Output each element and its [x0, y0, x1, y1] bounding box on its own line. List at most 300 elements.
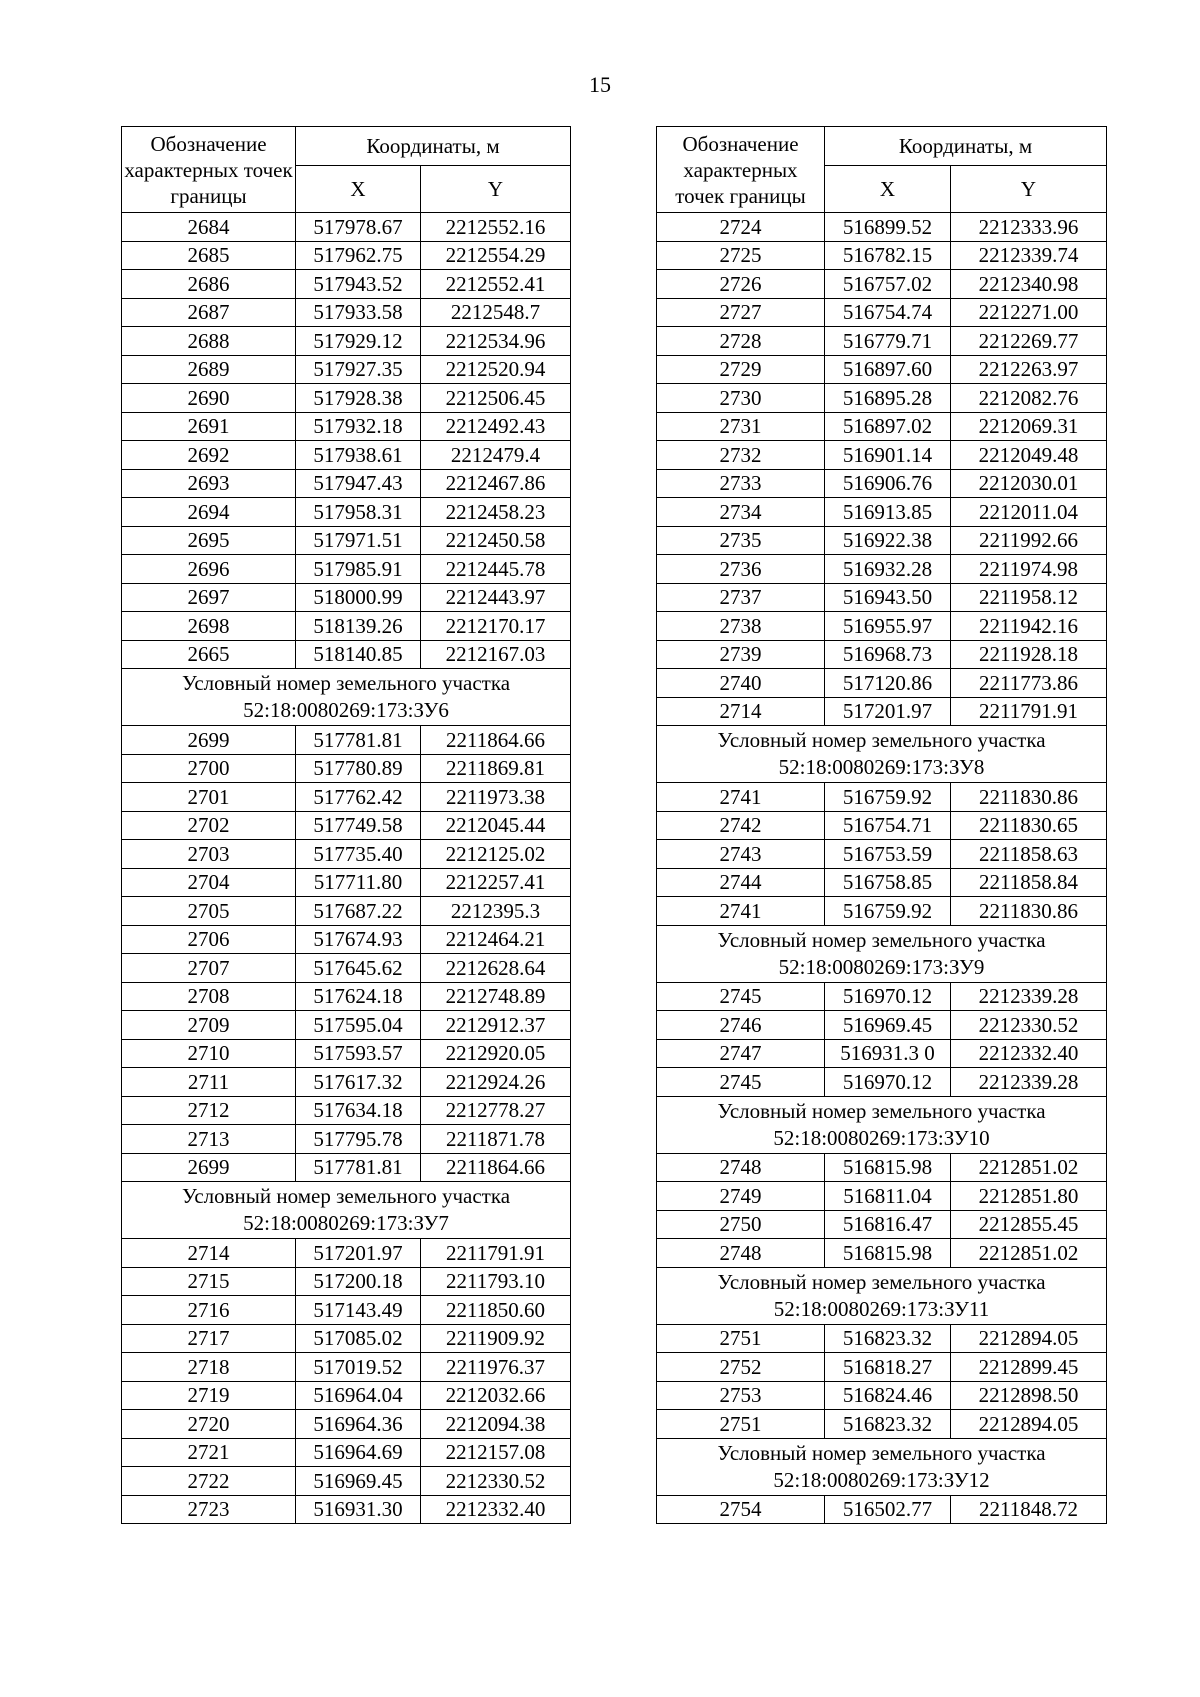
x-coordinate-cell: 517978.67 — [296, 213, 421, 242]
x-coordinate-cell: 517938.61 — [296, 441, 421, 470]
point-id-cell: 2694 — [122, 498, 296, 527]
coordinates-table-left — [121, 126, 571, 1524]
y-coordinate-cell: 2212851.02 — [951, 1239, 1107, 1268]
header-x-label: X — [296, 166, 421, 213]
x-coordinate-cell: 517200.18 — [296, 1267, 421, 1296]
x-coordinate-cell: 516759.92 — [825, 783, 951, 812]
table-row — [657, 783, 1107, 812]
point-id-cell: 2689 — [122, 355, 296, 384]
y-coordinate-cell: 2212520.94 — [421, 355, 571, 384]
table-row — [122, 982, 571, 1011]
table-row — [657, 811, 1107, 840]
parcel-section-cell — [122, 669, 571, 726]
point-id-cell: 2708 — [122, 982, 296, 1011]
y-coordinate-cell: 2212045.44 — [421, 811, 571, 840]
parcel-section-cell — [657, 1438, 1107, 1495]
y-coordinate-cell: 2212011.04 — [951, 498, 1107, 527]
x-coordinate-cell: 516815.98 — [825, 1153, 951, 1182]
parcel-section-header — [122, 669, 571, 726]
y-coordinate-cell: 2212263.97 — [951, 355, 1107, 384]
y-coordinate-cell: 2212464.21 — [421, 925, 571, 954]
x-coordinate-cell: 516754.74 — [825, 298, 951, 327]
table-row — [657, 1353, 1107, 1382]
point-id-cell: 2743 — [657, 840, 825, 869]
table-row — [657, 697, 1107, 726]
table-row — [657, 270, 1107, 299]
point-id-cell: 2751 — [657, 1410, 825, 1439]
y-coordinate-cell: 2212458.23 — [421, 498, 571, 527]
y-coordinate-cell: 2212894.05 — [951, 1324, 1107, 1353]
parcel-cadastral-number: 52:18:0080269:173:ЗУ12 — [773, 1467, 990, 1492]
x-coordinate-cell: 517595.04 — [296, 1011, 421, 1040]
y-coordinate-cell: 2212898.50 — [951, 1381, 1107, 1410]
y-coordinate-cell: 2212339.74 — [951, 241, 1107, 270]
point-id-cell: 2692 — [122, 441, 296, 470]
table-row — [122, 241, 571, 270]
table-row — [122, 1153, 571, 1182]
point-id-cell: 2690 — [122, 384, 296, 413]
point-id-cell: 2710 — [122, 1039, 296, 1068]
y-coordinate-cell: 2212548.7 — [421, 298, 571, 327]
table-row — [122, 1324, 571, 1353]
x-coordinate-cell: 518000.99 — [296, 583, 421, 612]
y-coordinate-cell: 2211976.37 — [421, 1353, 571, 1382]
point-id-cell: 2707 — [122, 954, 296, 983]
y-coordinate-cell: 2212924.26 — [421, 1068, 571, 1097]
table-row — [122, 555, 571, 584]
table-row — [657, 1381, 1107, 1410]
x-coordinate-cell: 518139.26 — [296, 612, 421, 641]
y-coordinate-cell: 2212450.58 — [421, 526, 571, 555]
point-id-cell: 2721 — [122, 1438, 296, 1467]
parcel-cadastral-number: 52:18:0080269:173:ЗУ11 — [773, 1296, 990, 1321]
y-coordinate-cell: 2212851.02 — [951, 1153, 1107, 1182]
table-row — [657, 355, 1107, 384]
x-coordinate-cell: 516969.45 — [296, 1467, 421, 1496]
parcel-cadastral-number: 52:18:0080269:173:ЗУ10 — [773, 1125, 990, 1150]
parcel-section-cell — [657, 726, 1107, 783]
x-coordinate-cell: 517749.58 — [296, 811, 421, 840]
x-coordinate-cell: 517201.97 — [296, 1239, 421, 1268]
x-coordinate-cell: 516964.36 — [296, 1410, 421, 1439]
header-point-label: Обозначение характерных точек границы — [657, 127, 825, 213]
y-coordinate-cell: 2212330.52 — [951, 1011, 1107, 1040]
x-coordinate-cell: 516955.97 — [825, 612, 951, 641]
point-id-cell: 2748 — [657, 1153, 825, 1182]
table-row — [657, 1011, 1107, 1040]
point-id-cell: 2745 — [657, 1068, 825, 1097]
x-coordinate-cell: 516759.92 — [825, 897, 951, 926]
y-coordinate-cell: 2211864.66 — [421, 1153, 571, 1182]
table-row — [122, 1353, 571, 1382]
y-coordinate-cell: 2211830.86 — [951, 897, 1107, 926]
table-row — [122, 1125, 571, 1154]
y-coordinate-cell: 2212467.86 — [421, 469, 571, 498]
x-coordinate-cell: 517933.58 — [296, 298, 421, 327]
point-id-cell: 2729 — [657, 355, 825, 384]
y-coordinate-cell: 2212920.05 — [421, 1039, 571, 1068]
y-coordinate-cell: 2212030.01 — [951, 469, 1107, 498]
point-id-cell: 2749 — [657, 1182, 825, 1211]
point-id-cell: 2695 — [122, 526, 296, 555]
table-row — [122, 498, 571, 527]
table-row — [122, 754, 571, 783]
y-coordinate-cell: 2212094.38 — [421, 1410, 571, 1439]
point-id-cell: 2734 — [657, 498, 825, 527]
table-row — [122, 640, 571, 669]
x-coordinate-cell: 516754.71 — [825, 811, 951, 840]
x-coordinate-cell: 516823.32 — [825, 1410, 951, 1439]
x-coordinate-cell: 517120.86 — [825, 669, 951, 698]
point-id-cell: 2722 — [122, 1467, 296, 1496]
parcel-section-header — [657, 925, 1107, 982]
y-coordinate-cell: 2212170.17 — [421, 612, 571, 641]
point-id-cell: 2716 — [122, 1296, 296, 1325]
x-coordinate-cell: 516757.02 — [825, 270, 951, 299]
parcel-section-title: Условный номер земельного участка — [717, 1440, 1046, 1465]
table-row — [657, 384, 1107, 413]
parcel-section-title: Условный номер земельного участка — [717, 1098, 1046, 1123]
x-coordinate-cell: 517927.35 — [296, 355, 421, 384]
table-row — [657, 669, 1107, 698]
parcel-section-cell — [657, 1096, 1107, 1153]
x-coordinate-cell: 517624.18 — [296, 982, 421, 1011]
x-coordinate-cell: 516897.02 — [825, 412, 951, 441]
table-row — [657, 1410, 1107, 1439]
x-coordinate-cell: 516815.98 — [825, 1239, 951, 1268]
parcel-section-title: Условный номер земельного участка — [717, 1269, 1046, 1294]
x-coordinate-cell: 516913.85 — [825, 498, 951, 527]
table-row — [122, 897, 571, 926]
point-id-cell: 2733 — [657, 469, 825, 498]
x-coordinate-cell: 516816.47 — [825, 1210, 951, 1239]
x-coordinate-cell: 517085.02 — [296, 1324, 421, 1353]
y-coordinate-cell: 2211928.18 — [951, 640, 1107, 669]
table-row — [122, 412, 571, 441]
parcel-section-header — [657, 1267, 1107, 1324]
parcel-cadastral-number: 52:18:0080269:173:ЗУ6 — [243, 698, 449, 722]
y-coordinate-cell: 2212032.66 — [421, 1381, 571, 1410]
y-coordinate-cell: 2211858.63 — [951, 840, 1107, 869]
parcel-cadastral-number: 52:18:0080269:173:ЗУ7 — [243, 1211, 449, 1235]
parcel-section-header — [657, 726, 1107, 783]
y-coordinate-cell: 2211791.91 — [421, 1239, 571, 1268]
y-coordinate-cell: 2211869.81 — [421, 754, 571, 783]
table-row — [657, 640, 1107, 669]
table-row — [122, 1495, 571, 1524]
point-id-cell: 2699 — [122, 726, 296, 755]
x-coordinate-cell: 517019.52 — [296, 1353, 421, 1382]
table-row — [122, 213, 571, 242]
x-coordinate-cell: 516932.28 — [825, 555, 951, 584]
point-id-cell: 2736 — [657, 555, 825, 584]
y-coordinate-cell: 2212157.08 — [421, 1438, 571, 1467]
y-coordinate-cell: 2212049.48 — [951, 441, 1107, 470]
header-point-label: Обозначение характерных точек границы — [122, 127, 296, 213]
x-coordinate-cell: 516899.52 — [825, 213, 951, 242]
point-id-cell: 2699 — [122, 1153, 296, 1182]
point-id-cell: 2740 — [657, 669, 825, 698]
point-id-cell: 2751 — [657, 1324, 825, 1353]
table-row — [657, 868, 1107, 897]
y-coordinate-cell: 2212506.45 — [421, 384, 571, 413]
y-coordinate-cell: 2212330.52 — [421, 1467, 571, 1496]
table-row — [122, 925, 571, 954]
point-id-cell: 2714 — [657, 697, 825, 726]
x-coordinate-cell: 517762.42 — [296, 783, 421, 812]
table-row — [122, 327, 571, 356]
x-coordinate-cell: 516964.69 — [296, 1438, 421, 1467]
y-coordinate-cell: 2212778.27 — [421, 1096, 571, 1125]
table-row — [657, 1153, 1107, 1182]
x-coordinate-cell: 517634.18 — [296, 1096, 421, 1125]
x-coordinate-cell: 516931.30 — [296, 1495, 421, 1524]
y-coordinate-cell: 2212340.98 — [951, 270, 1107, 299]
x-coordinate-cell: 516968.73 — [825, 640, 951, 669]
table-row — [122, 469, 571, 498]
header-coords-label: Координаты, м — [296, 127, 571, 166]
x-coordinate-cell: 517143.49 — [296, 1296, 421, 1325]
x-coordinate-cell: 516897.60 — [825, 355, 951, 384]
point-id-cell: 2727 — [657, 298, 825, 327]
header-x-label: X — [825, 166, 951, 213]
y-coordinate-cell: 2212443.97 — [421, 583, 571, 612]
x-coordinate-cell: 517962.75 — [296, 241, 421, 270]
table-row — [657, 412, 1107, 441]
point-id-cell: 2719 — [122, 1381, 296, 1410]
y-coordinate-cell: 2212552.16 — [421, 213, 571, 242]
y-coordinate-cell: 2211909.92 — [421, 1324, 571, 1353]
table-row — [657, 612, 1107, 641]
point-id-cell: 2724 — [657, 213, 825, 242]
point-id-cell: 2697 — [122, 583, 296, 612]
x-coordinate-cell: 517711.80 — [296, 868, 421, 897]
table-row — [657, 1182, 1107, 1211]
x-coordinate-cell: 516824.46 — [825, 1381, 951, 1410]
y-coordinate-cell: 2212333.96 — [951, 213, 1107, 242]
x-coordinate-cell: 516758.85 — [825, 868, 951, 897]
table-row — [122, 868, 571, 897]
x-coordinate-cell: 516943.50 — [825, 583, 951, 612]
y-coordinate-cell: 2212332.40 — [951, 1039, 1107, 1068]
point-id-cell: 2665 — [122, 640, 296, 669]
table-row — [122, 811, 571, 840]
table-row — [657, 982, 1107, 1011]
y-coordinate-cell: 2212748.89 — [421, 982, 571, 1011]
x-coordinate-cell: 517617.32 — [296, 1068, 421, 1097]
point-id-cell: 2701 — [122, 783, 296, 812]
table-row — [122, 1011, 571, 1040]
table-row — [122, 612, 571, 641]
x-coordinate-cell: 516931.3 0 — [825, 1039, 951, 1068]
y-coordinate-cell: 2211793.10 — [421, 1267, 571, 1296]
y-coordinate-cell: 2212271.00 — [951, 298, 1107, 327]
x-coordinate-cell: 516922.38 — [825, 526, 951, 555]
table-row — [122, 840, 571, 869]
point-id-cell: 2691 — [122, 412, 296, 441]
point-id-cell: 2746 — [657, 1011, 825, 1040]
x-coordinate-cell: 516895.28 — [825, 384, 951, 413]
point-id-cell: 2737 — [657, 583, 825, 612]
y-coordinate-cell: 2212552.41 — [421, 270, 571, 299]
x-coordinate-cell: 516779.71 — [825, 327, 951, 356]
table-row — [657, 1068, 1107, 1097]
parcel-section-title: Условный номер земельного участка — [717, 728, 1046, 752]
parcel-section-cell — [657, 925, 1107, 982]
x-coordinate-cell: 517674.93 — [296, 925, 421, 954]
point-id-cell: 2739 — [657, 640, 825, 669]
x-coordinate-cell: 516901.14 — [825, 441, 951, 470]
parcel-cadastral-number: 52:18:0080269:173:ЗУ8 — [778, 755, 985, 779]
table-row — [657, 897, 1107, 926]
table-row — [122, 1239, 571, 1268]
table-row — [657, 840, 1107, 869]
x-coordinate-cell: 517687.22 — [296, 897, 421, 926]
x-coordinate-cell: 518140.85 — [296, 640, 421, 669]
table-row — [122, 1039, 571, 1068]
point-id-cell: 2753 — [657, 1381, 825, 1410]
x-coordinate-cell: 516753.59 — [825, 840, 951, 869]
table-row — [122, 583, 571, 612]
y-coordinate-cell: 2211858.84 — [951, 868, 1107, 897]
y-coordinate-cell: 2212167.03 — [421, 640, 571, 669]
table-row — [122, 954, 571, 983]
x-coordinate-cell: 517781.81 — [296, 726, 421, 755]
y-coordinate-cell: 2212479.4 — [421, 441, 571, 470]
table-row — [657, 213, 1107, 242]
table-row — [122, 1068, 571, 1097]
table-row — [657, 526, 1107, 555]
y-coordinate-cell: 2212554.29 — [421, 241, 571, 270]
point-id-cell: 2732 — [657, 441, 825, 470]
x-coordinate-cell: 517929.12 — [296, 327, 421, 356]
x-coordinate-cell: 517735.40 — [296, 840, 421, 869]
x-coordinate-cell: 517971.51 — [296, 526, 421, 555]
table-row — [122, 384, 571, 413]
x-coordinate-cell: 517928.38 — [296, 384, 421, 413]
x-coordinate-cell: 517947.43 — [296, 469, 421, 498]
point-id-cell: 2726 — [657, 270, 825, 299]
y-coordinate-cell: 2212082.76 — [951, 384, 1107, 413]
y-coordinate-cell: 2212339.28 — [951, 1068, 1107, 1097]
y-coordinate-cell: 2212125.02 — [421, 840, 571, 869]
y-coordinate-cell: 2212894.05 — [951, 1410, 1107, 1439]
parcel-section-title: Условный номер земельного участка — [181, 1184, 511, 1208]
x-coordinate-cell: 516964.04 — [296, 1381, 421, 1410]
table-row — [122, 1410, 571, 1439]
table-row — [122, 298, 571, 327]
x-coordinate-cell: 516782.15 — [825, 241, 951, 270]
point-id-cell: 2752 — [657, 1353, 825, 1382]
point-id-cell: 2723 — [122, 1495, 296, 1524]
header-y-label: Y — [421, 166, 571, 213]
table-row — [122, 355, 571, 384]
parcel-section-header — [657, 1438, 1107, 1495]
point-id-cell: 2693 — [122, 469, 296, 498]
point-id-cell: 2709 — [122, 1011, 296, 1040]
point-id-cell: 2720 — [122, 1410, 296, 1439]
table-row — [122, 1381, 571, 1410]
point-id-cell: 2747 — [657, 1039, 825, 1068]
y-coordinate-cell: 2211850.60 — [421, 1296, 571, 1325]
parcel-section-cell — [657, 1267, 1107, 1324]
point-id-cell: 2712 — [122, 1096, 296, 1125]
table-row — [657, 241, 1107, 270]
y-coordinate-cell: 2212912.37 — [421, 1011, 571, 1040]
x-coordinate-cell: 517795.78 — [296, 1125, 421, 1154]
point-id-cell: 2745 — [657, 982, 825, 1011]
y-coordinate-cell: 2211871.78 — [421, 1125, 571, 1154]
point-id-cell: 2700 — [122, 754, 296, 783]
y-coordinate-cell: 2212339.28 — [951, 982, 1107, 1011]
parcel-section-header — [657, 1096, 1107, 1153]
point-id-cell: 2705 — [122, 897, 296, 926]
table-row — [122, 1296, 571, 1325]
table-row — [657, 298, 1107, 327]
point-id-cell: 2686 — [122, 270, 296, 299]
y-coordinate-cell: 2211830.65 — [951, 811, 1107, 840]
parcel-section-header — [122, 1182, 571, 1239]
y-coordinate-cell: 2211864.66 — [421, 726, 571, 755]
y-coordinate-cell: 2211958.12 — [951, 583, 1107, 612]
table-row — [122, 1438, 571, 1467]
x-coordinate-cell: 516811.04 — [825, 1182, 951, 1211]
x-coordinate-cell: 517645.62 — [296, 954, 421, 983]
point-id-cell: 2731 — [657, 412, 825, 441]
y-coordinate-cell: 2211773.86 — [951, 669, 1107, 698]
y-coordinate-cell: 2211848.72 — [951, 1495, 1107, 1524]
y-coordinate-cell: 2211992.66 — [951, 526, 1107, 555]
header-coords-label: Координаты, м — [825, 127, 1107, 166]
y-coordinate-cell: 2212395.3 — [421, 897, 571, 926]
point-id-cell: 2744 — [657, 868, 825, 897]
x-coordinate-cell: 516502.77 — [825, 1495, 951, 1524]
point-id-cell: 2696 — [122, 555, 296, 584]
point-id-cell: 2738 — [657, 612, 825, 641]
parcel-section-cell — [122, 1182, 571, 1239]
point-id-cell: 2703 — [122, 840, 296, 869]
table-row — [657, 1239, 1107, 1268]
point-id-cell: 2735 — [657, 526, 825, 555]
point-id-cell: 2741 — [657, 897, 825, 926]
y-coordinate-cell: 2212269.77 — [951, 327, 1107, 356]
point-id-cell: 2717 — [122, 1324, 296, 1353]
y-coordinate-cell: 2211974.98 — [951, 555, 1107, 584]
parcel-section-title: Условный номер земельного участка — [181, 671, 511, 695]
y-coordinate-cell: 2212492.43 — [421, 412, 571, 441]
point-id-cell: 2704 — [122, 868, 296, 897]
table-row — [657, 1495, 1107, 1524]
table-row — [122, 1467, 571, 1496]
point-id-cell: 2754 — [657, 1495, 825, 1524]
point-id-cell: 2728 — [657, 327, 825, 356]
y-coordinate-cell: 2211973.38 — [421, 783, 571, 812]
table-row — [657, 441, 1107, 470]
y-coordinate-cell: 2212534.96 — [421, 327, 571, 356]
point-id-cell: 2711 — [122, 1068, 296, 1097]
y-coordinate-cell: 2211830.86 — [951, 783, 1107, 812]
table-row — [122, 1267, 571, 1296]
table-row — [122, 526, 571, 555]
point-id-cell: 2718 — [122, 1353, 296, 1382]
y-coordinate-cell: 2212855.45 — [951, 1210, 1107, 1239]
x-coordinate-cell: 517943.52 — [296, 270, 421, 299]
table-row — [657, 498, 1107, 527]
header-y-label: Y — [951, 166, 1107, 213]
point-id-cell: 2687 — [122, 298, 296, 327]
table-row — [122, 1096, 571, 1125]
point-id-cell: 2714 — [122, 1239, 296, 1268]
